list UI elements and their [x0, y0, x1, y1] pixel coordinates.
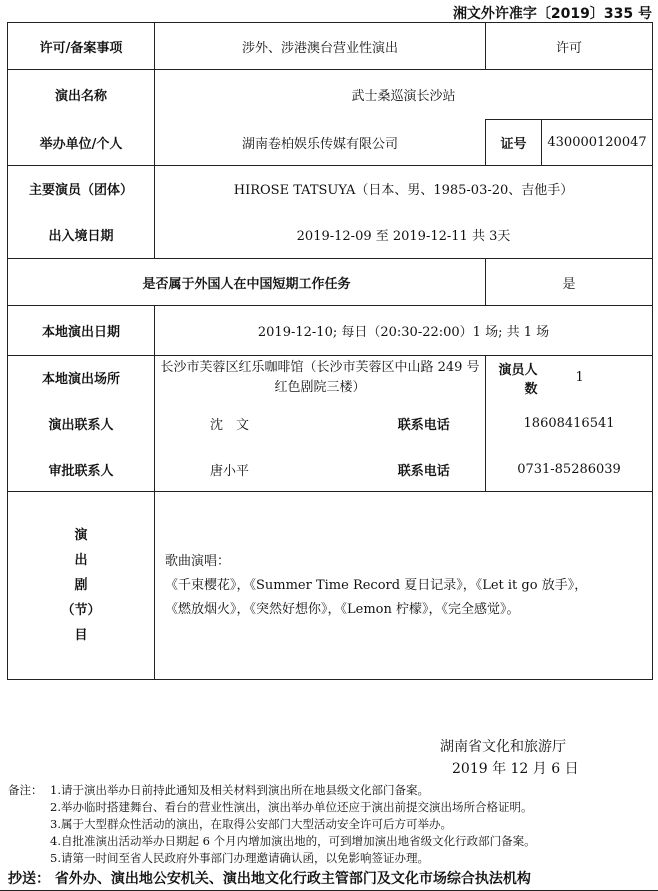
cert-value: 430000120047	[542, 120, 653, 166]
item-result: 许可	[486, 23, 653, 70]
permit-number: 湘文外许准字〔2019〕335 号	[452, 6, 652, 22]
cc-recipients: 抄送： 省外办、演出地公安机关、演出地文化行政主管部门及文化市场综合执法机构	[8, 871, 531, 887]
approver-label: 审批联系人	[8, 448, 155, 492]
short-work-value: 是	[486, 259, 653, 306]
performer-count-label: 演员人数	[486, 356, 542, 400]
note-3: 3.属于大型群众性活动的演出，在取得公安部门大型活动安全许可后方可举办。	[50, 817, 452, 831]
contact-value: 沈 文	[155, 400, 363, 448]
entry-dates-label: 出入境日期	[8, 211, 155, 259]
program-line-2: 《千束樱花》，《Summer Time Record 夏日记录》，《Let it go 放手》，	[165, 577, 588, 593]
program-label	[8, 492, 155, 680]
notes-label: 备注：	[8, 783, 43, 797]
approver-phone-value: 0731-85286039	[486, 448, 653, 492]
cert-label: 证号	[486, 120, 542, 166]
approver-value: 唐小平	[155, 448, 363, 492]
venue-value: 长沙市芙蓉区红乐咖啡馆（长沙市芙蓉区中山路 249 号红色剧院三楼）	[155, 356, 486, 400]
approver-phone-label: 联系电话	[363, 448, 486, 492]
performer-label: 主要演员（团体）	[8, 166, 155, 211]
performer-value: HIROSE TATSUYA（日本、男、1985-03-20、吉他手）	[155, 166, 653, 211]
show-name-value: 武士桑巡演长沙站	[155, 70, 653, 120]
organizer-label: 举办单位/个人	[8, 120, 155, 166]
program-label-char-5: 目	[74, 628, 88, 643]
local-dates-value: 2019-12-10; 每日（20:30-22:00）1 场; 共 1 场	[155, 306, 653, 356]
row-performer	[8, 166, 653, 211]
note-1: 1.请于演出举办日前持此通知及相关材料到演出所在地县级文化部门备案。	[50, 783, 429, 797]
row-item	[8, 23, 653, 70]
row-program	[8, 492, 653, 680]
row-venue	[8, 356, 653, 400]
program-label-char-2: 出	[74, 553, 88, 568]
issue-date: 2019 年 12 月 6 日	[452, 761, 579, 777]
row-short-work	[8, 259, 653, 306]
contact-phone-label: 联系电话	[397, 418, 450, 433]
contact-phone-value: 18608416541	[486, 400, 653, 448]
program-label-char-3: 剧	[74, 578, 88, 593]
short-work-label: 是否属于外国人在中国短期工作任务	[8, 259, 486, 306]
venue-label: 本地演出场所	[8, 356, 155, 400]
row-approver	[8, 448, 653, 492]
issuing-organization: 湖南省文化和旅游厅	[440, 739, 566, 755]
row-organizer	[8, 120, 653, 166]
item-label: 许可/备案事项	[8, 23, 155, 70]
row-entry-dates	[8, 211, 653, 259]
entry-dates-value: 2019-12-09 至 2019-12-11 共 3天	[155, 211, 653, 259]
row-contact	[8, 400, 653, 448]
note-4: 4.自批准演出活动举办日期起 6 个月内增加演出地的，可到增加演出地省级文化行政部门备案。	[50, 834, 536, 848]
note-2: 2.举办临时搭建舞台、看台的营业性演出，演出举办单位还应于演出前提交演出场所合格证明。	[50, 800, 533, 814]
row-local-dates	[8, 306, 653, 356]
program-label-char-1: 演	[74, 528, 88, 543]
contact-label: 演出联系人	[8, 400, 155, 448]
show-name-label: 演出名称	[8, 70, 155, 120]
notes	[8, 782, 536, 867]
program-line-1: 歌曲演唱：	[165, 553, 231, 569]
item-value: 涉外、涉港澳台营业性演出	[155, 23, 486, 70]
row-show-name	[8, 70, 653, 120]
performer-count-value: 1	[542, 356, 653, 400]
program-label-char-4: （节）	[61, 603, 101, 618]
organizer-value: 湖南卷柏娱乐传媒有限公司	[155, 120, 486, 166]
program-content	[155, 492, 653, 680]
note-5: 5.请第一时间至省人民政府外事部门办理邀请确认函，以免影响签证办理。	[50, 851, 429, 865]
permit-form-table	[7, 22, 653, 680]
local-dates-label: 本地演出日期	[8, 306, 155, 356]
program-line-3: 《燃放烟火》，《突然好想你》，《Lemon 柠檬》，《完全感觉》。	[165, 601, 520, 617]
